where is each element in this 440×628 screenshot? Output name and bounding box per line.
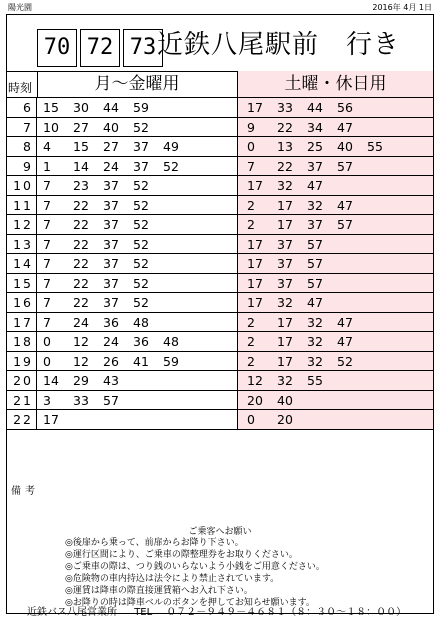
weekend-minute: 25 bbox=[307, 139, 323, 154]
hour-cell: 7 bbox=[7, 118, 37, 137]
weekend-minute: 20 bbox=[247, 392, 263, 408]
weekend-minute: 47 bbox=[337, 197, 353, 213]
hour-cell: 6 bbox=[7, 98, 37, 117]
weekday-minute: 7 bbox=[43, 197, 51, 213]
weekday-minute: 48 bbox=[133, 314, 149, 330]
weekday-minute: 59 bbox=[163, 353, 179, 369]
weekday-minute: 14 bbox=[73, 158, 89, 174]
weekend-cell bbox=[238, 98, 433, 117]
weekend-minute: 33 bbox=[277, 100, 293, 115]
weekday-cell bbox=[37, 352, 238, 371]
hour-cell: 14 bbox=[7, 254, 37, 273]
weekday-minute: 14 bbox=[43, 373, 59, 388]
table-row bbox=[7, 410, 433, 430]
hour-cell: 18 bbox=[7, 332, 37, 351]
weekend-minute: 37 bbox=[277, 275, 293, 291]
weekend-minute: 56 bbox=[337, 100, 353, 115]
hour-cell: 22 bbox=[7, 410, 37, 429]
weekend-minute: 32 bbox=[307, 353, 323, 369]
table-row bbox=[7, 235, 433, 255]
weekday-minute: 52 bbox=[133, 295, 149, 310]
weekday-minute: 7 bbox=[43, 275, 51, 291]
weekday-minute: 40 bbox=[103, 119, 119, 135]
weekend-cell bbox=[238, 274, 433, 293]
weekend-minute: 37 bbox=[277, 236, 293, 252]
weekday-minute: 12 bbox=[73, 353, 89, 369]
weekend-cell bbox=[238, 137, 433, 156]
hour-cell: 21 bbox=[7, 391, 37, 410]
weekday-minute: 36 bbox=[103, 314, 119, 330]
footer bbox=[27, 603, 420, 618]
weekend-minute: 0 bbox=[247, 412, 255, 427]
weekday-cell bbox=[37, 98, 238, 117]
weekend-minute: 57 bbox=[307, 236, 323, 252]
table-row bbox=[7, 293, 433, 313]
weekday-cell bbox=[37, 196, 238, 215]
weekday-minute: 3 bbox=[43, 392, 51, 408]
weekday-minute: 7 bbox=[43, 256, 51, 271]
tel-number: ０７２－９４９－４６８１（８：３０～１８：００） bbox=[166, 607, 407, 618]
weekend-minute: 17 bbox=[247, 178, 263, 193]
table-row bbox=[7, 157, 433, 177]
weekend-minute: 37 bbox=[307, 217, 323, 232]
weekday-minute: 24 bbox=[103, 158, 119, 174]
weekday-minute: 15 bbox=[43, 100, 59, 115]
table-row bbox=[7, 137, 433, 157]
weekday-minute: 52 bbox=[133, 178, 149, 193]
weekday-minute: 52 bbox=[133, 197, 149, 213]
weekday-minute: 12 bbox=[73, 334, 89, 349]
weekend-minute: 17 bbox=[247, 275, 263, 291]
weekend-cell bbox=[238, 215, 433, 234]
hour-cell: 17 bbox=[7, 313, 37, 332]
top-info bbox=[8, 2, 432, 14]
weekend-cell bbox=[238, 391, 433, 410]
timetable-header bbox=[7, 15, 433, 72]
notice-list bbox=[65, 537, 325, 609]
weekend-minute: 17 bbox=[247, 236, 263, 252]
weekend-minute: 13 bbox=[277, 139, 293, 154]
weekend-minute: 57 bbox=[307, 275, 323, 291]
notice-item: ◎危険物の車内持込は法令により禁止されています。 bbox=[65, 574, 280, 584]
weekday-minute: 37 bbox=[133, 139, 149, 154]
weekend-minute: 7 bbox=[247, 158, 255, 174]
weekday-minute: 37 bbox=[133, 158, 149, 174]
weekday-minute: 37 bbox=[103, 178, 119, 193]
weekday-minute: 24 bbox=[73, 314, 89, 330]
hour-cell: 15 bbox=[7, 274, 37, 293]
weekday-minute: 7 bbox=[43, 295, 51, 310]
weekday-cell bbox=[37, 391, 238, 410]
weekday-minute: 15 bbox=[73, 139, 89, 154]
weekend-cell bbox=[238, 332, 433, 351]
weekday-minute: 17 bbox=[43, 412, 59, 427]
table-row bbox=[7, 313, 433, 333]
weekday-minute: 41 bbox=[133, 353, 149, 369]
table-row bbox=[7, 118, 433, 138]
weekday-cell bbox=[37, 235, 238, 254]
weekend-cell bbox=[238, 254, 433, 273]
weekday-minute: 23 bbox=[73, 178, 89, 193]
weekday-minute: 22 bbox=[73, 295, 89, 310]
weekend-minute: 22 bbox=[277, 158, 293, 174]
weekday-minute: 37 bbox=[103, 275, 119, 291]
notice-item: ◎ご乗車の際は、つり銭のいらないよう小銭をご用意ください。 bbox=[65, 562, 325, 572]
weekday-cell bbox=[37, 137, 238, 156]
timetable-frame bbox=[6, 14, 434, 618]
weekday-minute: 48 bbox=[163, 334, 179, 349]
weekday-minute: 22 bbox=[73, 236, 89, 252]
weekday-cell bbox=[37, 332, 238, 351]
weekend-cell bbox=[238, 176, 433, 195]
weekend-minute: 32 bbox=[307, 334, 323, 349]
weekday-minute: 49 bbox=[163, 139, 179, 154]
weekday-minute: 37 bbox=[103, 217, 119, 232]
weekday-minute: 44 bbox=[103, 100, 119, 115]
weekend-minute: 2 bbox=[247, 334, 255, 349]
weekday-minute: 37 bbox=[103, 295, 119, 310]
weekend-cell bbox=[238, 118, 433, 137]
weekend-minute: 40 bbox=[277, 392, 293, 408]
weekend-minute: 17 bbox=[277, 334, 293, 349]
weekday-cell bbox=[37, 157, 238, 176]
weekday-minute: 7 bbox=[43, 314, 51, 330]
weekend-minute: 57 bbox=[337, 217, 353, 232]
weekend-minute: 57 bbox=[307, 256, 323, 271]
timetable-rows bbox=[7, 98, 433, 430]
weekend-minute: 52 bbox=[337, 353, 353, 369]
weekday-minute: 0 bbox=[43, 353, 51, 369]
notice-item: ◎運行区間により、ご乗車の際整理券をお取りください。 bbox=[65, 550, 298, 560]
weekend-cell bbox=[238, 196, 433, 215]
weekend-minute: 57 bbox=[337, 158, 353, 174]
weekend-minute: 2 bbox=[247, 353, 255, 369]
hour-cell: 20 bbox=[7, 371, 37, 390]
weekend-minute: 17 bbox=[247, 295, 263, 310]
weekday-minute: 43 bbox=[103, 373, 119, 388]
weekend-minute: 2 bbox=[247, 197, 255, 213]
weekend-cell bbox=[238, 157, 433, 176]
hour-cell: 16 bbox=[7, 293, 37, 312]
weekday-minute: 10 bbox=[43, 119, 59, 135]
weekend-minute: 17 bbox=[247, 100, 263, 115]
weekend-cell bbox=[238, 371, 433, 390]
tel-label: TEL bbox=[134, 607, 153, 618]
notes-label: 備考 bbox=[11, 486, 39, 497]
weekday-minute: 0 bbox=[43, 334, 51, 349]
weekday-column-header: 月～金曜用 bbox=[37, 71, 238, 98]
weekday-cell bbox=[37, 176, 238, 195]
weekday-minute: 52 bbox=[163, 158, 179, 174]
weekend-minute: 47 bbox=[307, 295, 323, 310]
weekend-minute: 20 bbox=[277, 412, 293, 427]
hour-cell: 12 bbox=[7, 215, 37, 234]
weekend-minute: 32 bbox=[307, 197, 323, 213]
weekend-minute: 47 bbox=[337, 119, 353, 135]
hour-cell: 13 bbox=[7, 235, 37, 254]
table-row bbox=[7, 274, 433, 294]
weekend-minute: 32 bbox=[277, 295, 293, 310]
weekday-minute: 37 bbox=[103, 236, 119, 252]
weekend-cell bbox=[238, 293, 433, 312]
notice-title: ご乗客へお願い bbox=[188, 527, 252, 537]
weekday-minute: 4 bbox=[43, 139, 51, 154]
weekend-minute: 12 bbox=[247, 373, 263, 388]
weekend-cell bbox=[238, 313, 433, 332]
hour-cell: 19 bbox=[7, 352, 37, 371]
route-number: 73 bbox=[123, 29, 163, 67]
weekday-minute: 52 bbox=[133, 217, 149, 232]
weekend-minute: 17 bbox=[277, 197, 293, 213]
weekday-minute: 57 bbox=[103, 392, 119, 408]
weekday-minute: 52 bbox=[133, 236, 149, 252]
weekday-minute: 7 bbox=[43, 217, 51, 232]
weekend-minute: 37 bbox=[307, 158, 323, 174]
weekend-minute: 47 bbox=[337, 314, 353, 330]
weekday-minute: 1 bbox=[43, 158, 51, 174]
weekend-minute: 55 bbox=[307, 373, 323, 388]
route-number: 72 bbox=[80, 29, 120, 67]
stop-name-small: 陽光園 bbox=[8, 3, 32, 12]
hour-cell: 11 bbox=[7, 196, 37, 215]
weekend-minute: 32 bbox=[277, 373, 293, 388]
weekend-cell bbox=[238, 235, 433, 254]
notice-item: ◎お降りの時は降車ベルのボタンを押してお知らせ願います。 bbox=[65, 598, 315, 608]
weekday-cell bbox=[37, 293, 238, 312]
weekday-minute: 7 bbox=[43, 178, 51, 193]
weekday-minute: 22 bbox=[73, 197, 89, 213]
weekday-cell bbox=[37, 313, 238, 332]
weekend-minute: 9 bbox=[247, 119, 255, 135]
weekday-minute: 22 bbox=[73, 256, 89, 271]
weekend-minute: 55 bbox=[367, 139, 383, 154]
effective-date: 2016年 4月 1日 bbox=[372, 3, 432, 12]
weekend-minute: 34 bbox=[307, 119, 323, 135]
weekday-cell bbox=[37, 274, 238, 293]
weekday-minute: 29 bbox=[73, 373, 89, 388]
weekday-minute: 22 bbox=[73, 275, 89, 291]
hour-column-header bbox=[7, 71, 38, 98]
weekend-minute: 2 bbox=[247, 217, 255, 232]
table-row bbox=[7, 352, 433, 372]
weekday-minute: 52 bbox=[133, 256, 149, 271]
weekend-minute: 47 bbox=[307, 178, 323, 193]
weekend-minute: 17 bbox=[277, 353, 293, 369]
weekend-minute: 32 bbox=[277, 178, 293, 193]
hour-cell: 8 bbox=[7, 137, 37, 156]
weekday-minute: 37 bbox=[103, 256, 119, 271]
weekend-cell bbox=[238, 410, 433, 429]
weekend-minute: 17 bbox=[277, 314, 293, 330]
weekday-cell bbox=[37, 254, 238, 273]
weekend-minute: 37 bbox=[277, 256, 293, 271]
weekend-minute: 47 bbox=[337, 334, 353, 349]
weekday-cell bbox=[37, 215, 238, 234]
weekday-minute: 36 bbox=[133, 334, 149, 349]
weekday-minute: 27 bbox=[73, 119, 89, 135]
weekday-minute: 37 bbox=[103, 197, 119, 213]
weekday-minute: 7 bbox=[43, 236, 51, 252]
weekend-column-header: 土曜・休日用 bbox=[238, 71, 433, 98]
weekday-minute: 27 bbox=[103, 139, 119, 154]
table-row bbox=[7, 254, 433, 274]
destination-title: 近鉄八尾駅前 行き bbox=[157, 30, 401, 60]
route-numbers bbox=[37, 29, 166, 67]
table-row bbox=[7, 98, 433, 118]
weekday-minute: 26 bbox=[103, 353, 119, 369]
table-row bbox=[7, 391, 433, 411]
weekend-minute: 22 bbox=[277, 119, 293, 135]
weekend-minute: 2 bbox=[247, 314, 255, 330]
notes-area bbox=[7, 482, 433, 618]
weekday-cell bbox=[37, 371, 238, 390]
weekday-minute: 59 bbox=[133, 100, 149, 115]
table-row bbox=[7, 176, 433, 196]
notice-item: ◎運賃は降車の際直接運賃箱へお入れ下さい。 bbox=[65, 586, 253, 596]
weekend-minute: 32 bbox=[307, 314, 323, 330]
weekday-minute: 52 bbox=[133, 119, 149, 135]
weekend-minute: 40 bbox=[337, 139, 353, 154]
weekday-cell bbox=[37, 410, 238, 429]
hour-cell: 10 bbox=[7, 176, 37, 195]
weekend-minute: 44 bbox=[307, 100, 323, 115]
weekday-cell bbox=[37, 118, 238, 137]
weekday-minute: 30 bbox=[73, 100, 89, 115]
weekday-minute: 22 bbox=[73, 217, 89, 232]
table-row bbox=[7, 215, 433, 235]
notice-item: ◎後扉から乗って、前扉からお降り下さい。 bbox=[65, 538, 244, 548]
weekend-cell bbox=[238, 352, 433, 371]
weekday-minute: 52 bbox=[133, 275, 149, 291]
table-row bbox=[7, 332, 433, 352]
weekend-minute: 17 bbox=[247, 256, 263, 271]
weekday-minute: 24 bbox=[103, 334, 119, 349]
weekend-minute: 0 bbox=[247, 139, 255, 154]
hour-cell: 9 bbox=[7, 157, 37, 176]
route-number: 70 bbox=[37, 29, 77, 67]
office-name: 近鉄バス八尾営業所 bbox=[27, 607, 117, 618]
table-row bbox=[7, 196, 433, 216]
weekend-minute: 17 bbox=[277, 217, 293, 232]
weekday-minute: 33 bbox=[73, 392, 89, 408]
hour-column-label: 時刻 bbox=[8, 81, 33, 95]
table-row bbox=[7, 371, 433, 391]
